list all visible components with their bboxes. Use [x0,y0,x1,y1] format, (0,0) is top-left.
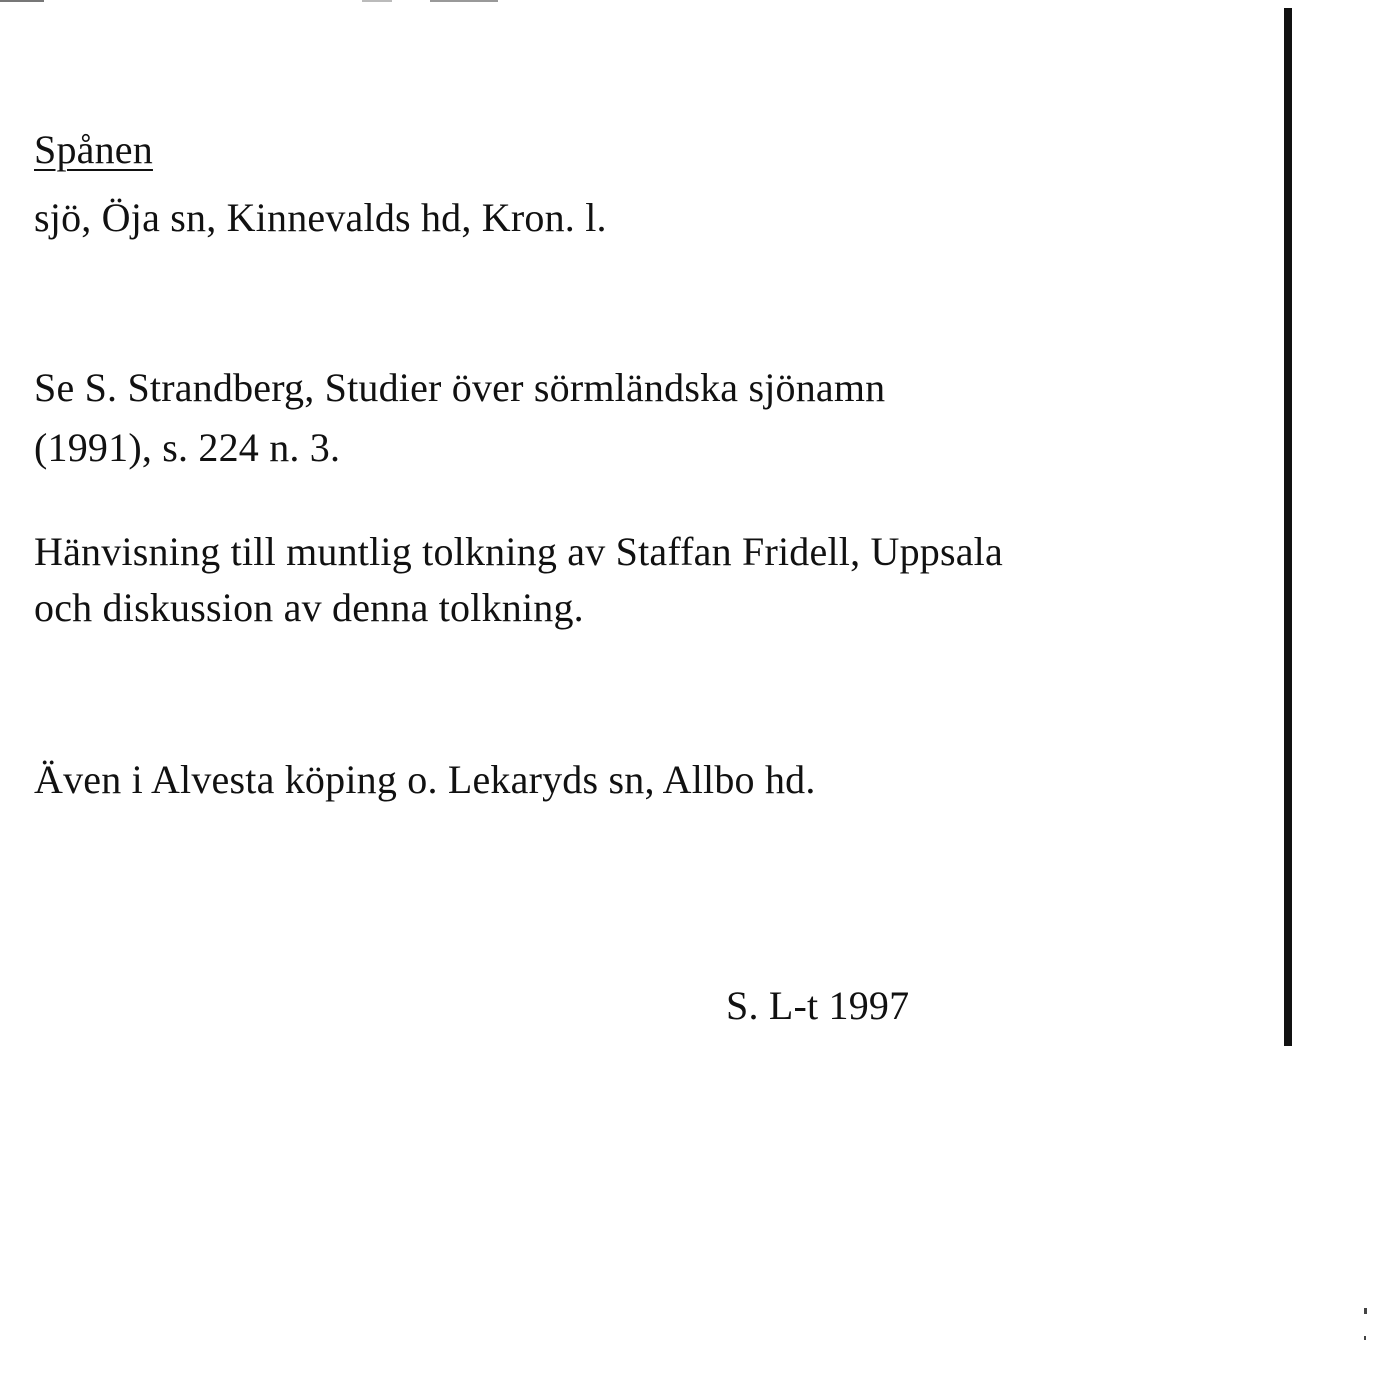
reference-line-2: (1991), s. 224 n. 3. [34,425,341,470]
location-line: sjö, Öja sn, Kinnevalds hd, Kron. l. [34,195,607,240]
signature: S. L-t 1997 [726,983,910,1028]
note-line-1: Hänvisning till muntlig tolkning av Staffan Fridell, Uppsala [34,529,1003,574]
scan-artifact [0,0,44,2]
scan-artifact [430,0,498,2]
note-line-2: och diskussion av denna tolkning. [34,585,584,630]
card-heading: Spånen [34,127,153,172]
scan-artifact [362,0,392,2]
card-edge-rule [1284,8,1292,1046]
scan-speck [1364,1308,1367,1314]
scan-speck [1364,1336,1366,1340]
reference-line-1: Se S. Strandberg, Studier över sörmländska sjönamn [34,365,886,410]
also-line: Även i Alvesta köping o. Lekaryds sn, Allbo hd. [34,757,816,802]
